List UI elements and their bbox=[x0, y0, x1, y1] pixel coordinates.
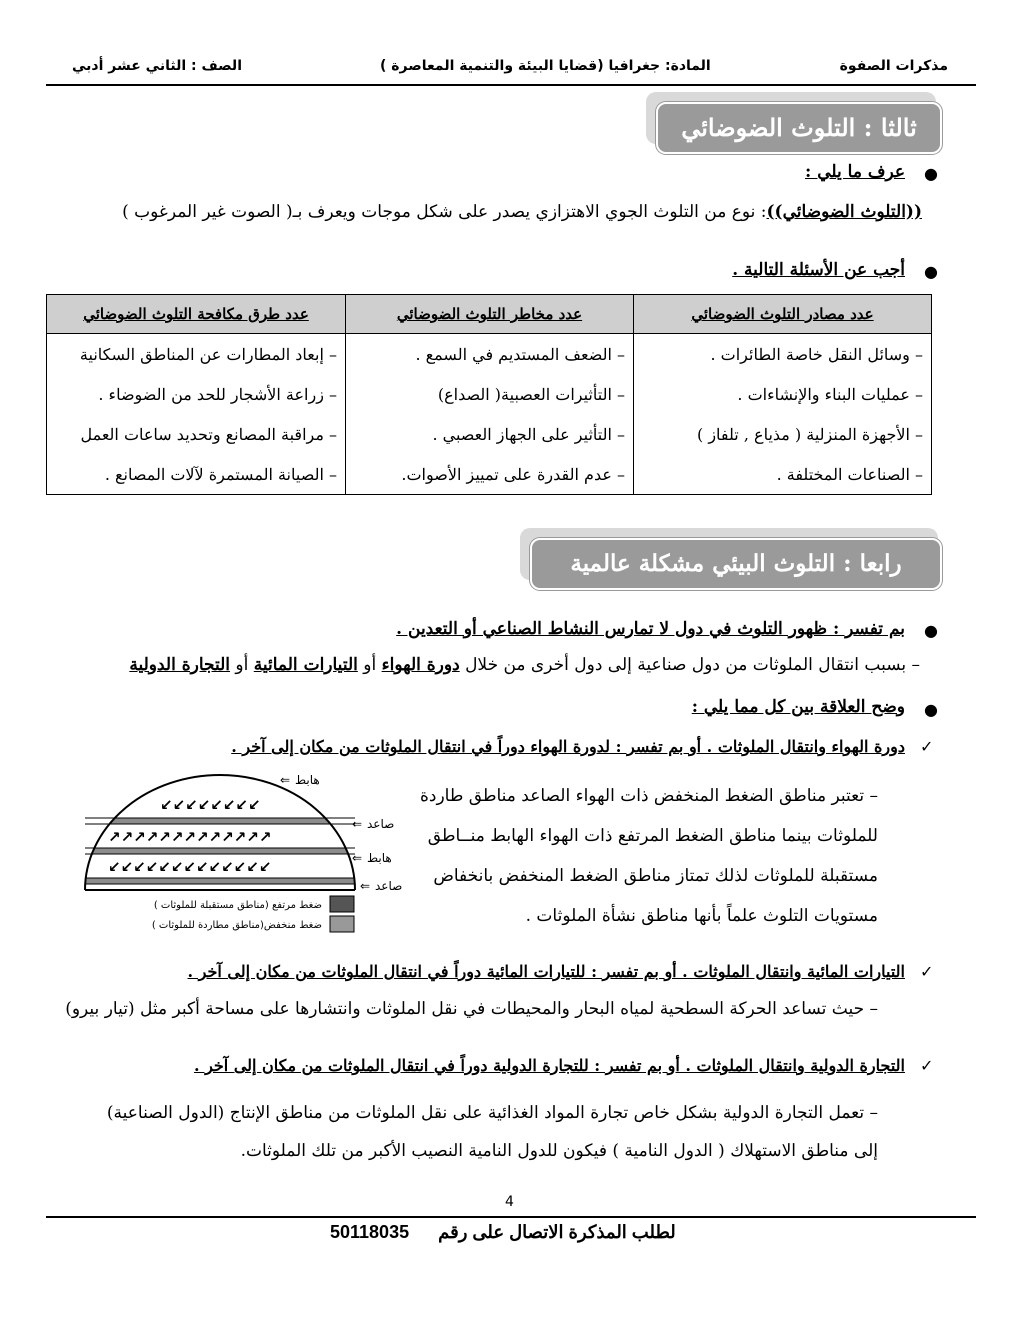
header-subject: المادة: جغرافيا (قضايا البيئة والتنمية المعاصرة ) bbox=[380, 58, 711, 74]
define-label: عرف ما يلي : bbox=[805, 162, 905, 182]
svg-text:⇐: ⇐ bbox=[360, 879, 371, 893]
page-number: 4 bbox=[505, 1194, 514, 1210]
bullet-icon: ● bbox=[924, 621, 938, 640]
header-grade: الصف : الثاني عشر أدبي bbox=[72, 58, 242, 74]
term-water-currents: التيارات المائية bbox=[253, 655, 358, 675]
section3-title: ثالثا : التلوث الضوضائي bbox=[656, 102, 942, 154]
table-row bbox=[47, 414, 932, 454]
noise-pollution-table bbox=[46, 294, 932, 495]
table-cell: – زراعة الأشجار للحد من الضوضاء . bbox=[47, 374, 346, 414]
table-cell: – التأثيرات العصبية( الصداع) bbox=[346, 374, 634, 414]
table-row bbox=[47, 334, 932, 375]
relation1-title: دورة الهواء وانتقال الملوثات . أو بم تفسر : لدورة الهواء دوراً في انتقال الملوثات من مكان إلى آخر . bbox=[231, 737, 905, 756]
question-why-pollution: بم تفسر : ظهور التلوث في دول لا تمارس النشاط الصناعي أو التعدين . bbox=[396, 619, 905, 639]
table-cell: – الضعف المستديم في السمع . bbox=[346, 334, 634, 375]
bullet-icon: ● bbox=[924, 700, 938, 719]
table-cell: – وسائل النقل خاصة الطائرات . bbox=[634, 334, 932, 375]
relation3-title: التجارة الدولية وانتقال الملوثات . أو بم تفسر : للتجارة الدولية دوراً في انتقال الملوثات من مكان إلى آخر . bbox=[193, 1056, 905, 1075]
or-word: أو bbox=[363, 655, 377, 675]
table-cell: – الأجهزة المنزلية ( مذياع , تلفاز ) bbox=[634, 414, 932, 454]
text-line: – تعمل التجارة الدولية بشكل خاص تجارة المواد الغذائية على نقل الملوثات من مناطق الإنتاج (الدول الصناعية) bbox=[106, 1103, 878, 1123]
or-word: أو bbox=[235, 655, 249, 675]
page-header bbox=[0, 58, 1020, 80]
svg-text:⇐: ⇐ bbox=[352, 817, 363, 831]
check-icon: ✓ bbox=[920, 737, 934, 756]
definition-text: : نوع من التلوث الجوي الاهتزازي يصدر على شكل موجات ويعرف بـ( الصوت غير المرغوب ) bbox=[122, 202, 767, 222]
legend-high-swatch bbox=[330, 896, 354, 912]
table-cell: – مراقبة المصانع وتحديد ساعات العمل bbox=[47, 414, 346, 454]
table-row bbox=[47, 374, 932, 414]
table-cell: – إبعاد المطارات عن المناطق السكانية bbox=[47, 334, 346, 375]
table-cell: – التأثير على الجهاز العصبي . bbox=[346, 414, 634, 454]
text-line: – تعتبر مناطق الضغط المنخفض ذات الهواء الصاعد مناطق طاردة bbox=[419, 786, 878, 806]
term-air-cycle: دورة الهواء bbox=[381, 655, 460, 675]
relation-label: وضح العلاقة بين كل مما يلي : bbox=[691, 697, 905, 717]
legend-low-label: ضغط منخفض(مناطق مطاردة للملوثات ) bbox=[151, 920, 322, 931]
svg-text:↙↙↙↙↙↙↙↙↙↙↙↙↙: ↙↙↙↙↙↙↙↙↙↙↙↙↙ bbox=[108, 858, 272, 876]
relation2-title: التيارات المائية وانتقال الملوثات . أو بم تفسر : للتيارات المائية دوراً في انتقال الملوثات من مكان إلى آخر . bbox=[187, 962, 905, 981]
table-row bbox=[47, 454, 932, 495]
term-international-trade: التجارة الدولية bbox=[129, 655, 231, 675]
definition-line bbox=[122, 202, 922, 222]
footer-contact bbox=[330, 1222, 676, 1243]
label-ascending: صاعد bbox=[375, 879, 403, 893]
col-remedies-header: عدد طرق مكافحة التلوث الضوضائي bbox=[47, 295, 346, 334]
label-descending: هابط bbox=[367, 851, 392, 865]
check-icon: ✓ bbox=[920, 962, 934, 981]
legend-high-label: ضغط مرتفع (مناطق مستقبلة للملوثات ) bbox=[153, 900, 322, 911]
text-line: إلى مناطق الاستهلاك ( الدول النامية ) فيكون للدول النامية النصيب الأكبر من تلك الملوثات. bbox=[240, 1141, 878, 1161]
term-noise-pollution: ((التلوث الضوضائي)) bbox=[766, 202, 922, 222]
header-divider bbox=[46, 84, 976, 86]
text-line: مستقبلة للملوثات لذلك تمتاز مناطق الضغط المنخفض بانخفاض bbox=[433, 866, 878, 886]
answer-line bbox=[129, 655, 920, 675]
legend-low-swatch bbox=[330, 916, 354, 932]
bullet-icon: ● bbox=[924, 164, 938, 183]
table-cell: – الصيانة المستمرة لآلات المصانع . bbox=[47, 454, 346, 495]
footer-contact-text: لطلب المذكرة الاتصال على رقم bbox=[438, 1222, 676, 1242]
header-series: مذكرات الصفوة bbox=[839, 58, 948, 74]
relation2-text: – حيث تساعد الحركة السطحية لمياه البحار والمحيطات في نقل الملوثات وانتشارها على مساحة أكبر مثل (تيار بيرو) bbox=[65, 999, 878, 1019]
footer-phone: 50118035 bbox=[330, 1222, 410, 1242]
table-header-row bbox=[47, 295, 932, 334]
svg-text:⇐: ⇐ bbox=[352, 851, 363, 865]
table-cell: – عمليات البناء والإنشاءات . bbox=[634, 374, 932, 414]
check-icon: ✓ bbox=[920, 1056, 934, 1075]
table-cell: – الصناعات المختلفة . bbox=[634, 454, 932, 495]
label-descending: هابط bbox=[295, 773, 320, 787]
text-line: للملوثات بينما مناطق الضغط المرتفع ذات الهواء الهابط منــاطق bbox=[427, 826, 878, 846]
answer-label: أجب عن الأسئلة التالية . bbox=[732, 260, 905, 280]
footer-divider bbox=[46, 1216, 976, 1218]
relation3-text bbox=[107, 1094, 878, 1170]
section4-title: رابعا : التلوث البيئي مشكلة عالمية bbox=[530, 538, 942, 590]
bullet-icon: ● bbox=[924, 262, 938, 281]
label-ascending: صاعد bbox=[367, 817, 395, 831]
svg-text:↗↗↗↗↗↗↗↗↗↗↗↗↗: ↗↗↗↗↗↗↗↗↗↗↗↗↗ bbox=[108, 828, 272, 846]
table-cell: – عدم القدرة على تمييز الأصوات. bbox=[346, 454, 634, 495]
answer-text: – بسبب انتقال الملوثات من دول صناعية إلى دول أخرى من خلال bbox=[465, 655, 920, 675]
relation1-text bbox=[408, 776, 878, 936]
col-sources-header: عدد مصادر التلوث الضوضائي bbox=[634, 295, 932, 334]
col-risks-header: عدد مخاطر التلوث الضوضائي bbox=[346, 295, 634, 334]
text-line: مستويات التلوث علماً بأنها مناطق نشأة الملوثات . bbox=[525, 906, 878, 926]
svg-text:↙↙↙↙↙↙↙↙: ↙↙↙↙↙↙↙↙ bbox=[160, 796, 261, 814]
air-cycle-diagram bbox=[80, 768, 410, 940]
down-arrow-label: ⇐ bbox=[280, 773, 291, 787]
